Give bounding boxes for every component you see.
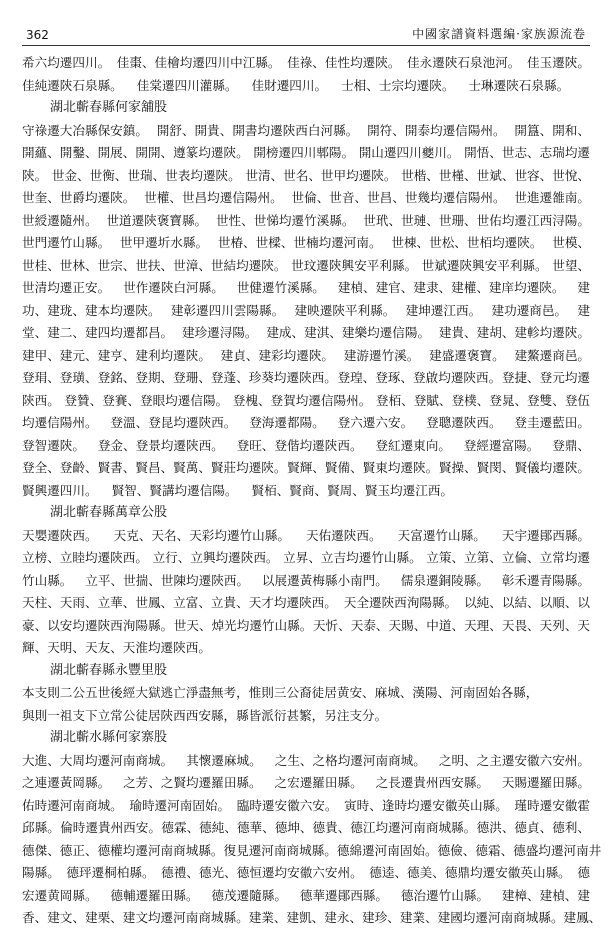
- migration-entry: 之生、之格均遷河南商城。: [274, 752, 426, 768]
- text-line: [22, 120, 590, 143]
- migration-entry: 賢操、賢閔、賢儀均遷陝。: [438, 460, 590, 475]
- migration-entry: 世道遷陝褒寶縣。: [106, 212, 208, 228]
- migration-entry: 瑾時遷安徽霍: [514, 797, 590, 813]
- text-line: [22, 322, 590, 345]
- migration-entry: 本支則二公五世後經大獄逃亡淨盡無考，惟則三公裔徒居黄安、麻城、漢陽、河南固始各縣，: [22, 685, 539, 700]
- migration-entry: 世權、世昌均遷信陽州。: [144, 190, 283, 205]
- migration-entry: 彰禾遷青陽縣。: [501, 572, 590, 588]
- migration-entry: 天富遷竹山縣。: [397, 527, 486, 543]
- document-page: [22, 18, 602, 925]
- text-line: [22, 300, 590, 323]
- migration-entry: 士相、士宗均遷陝。: [341, 77, 455, 93]
- migration-entry: 建樟、建楨、建: [501, 887, 590, 903]
- migration-entry: 瑜時遷河南固始。: [129, 797, 231, 813]
- text-line: [22, 885, 590, 908]
- migration-entry: 世性、世悌均遷竹溪縣。: [215, 212, 355, 228]
- migration-entry: 登圭遷藍田。: [514, 415, 590, 430]
- migration-entry: 登捷、登元均遷: [501, 370, 590, 385]
- migration-entry: 開簋、開和、: [514, 122, 590, 138]
- migration-entry: 德霖、德純、德華、德坤、德貴、德江均遷河南商城縣。: [161, 820, 477, 835]
- migration-entry: 之連遷黃岡縣。: [22, 775, 111, 790]
- text-line: [22, 345, 590, 368]
- migration-entry: 立昇、立吉均遷竹山縣。: [283, 550, 422, 565]
- migration-entry: 世倫、世音、世昌、世幾均遷信陽州。: [291, 190, 506, 205]
- migration-entry: 世清均遷正安。: [22, 280, 111, 295]
- migration-entry: 開山遷四川夔川。: [358, 145, 460, 160]
- migration-entry: 世模、: [552, 235, 590, 250]
- migration-entry: 登鼎、: [552, 437, 590, 453]
- section-heading: 湖北蘄春縣何家舖股: [50, 100, 168, 115]
- migration-entry: 登海遷都陽。: [249, 415, 325, 430]
- migration-entry: 陝西。: [22, 392, 60, 408]
- migration-entry: 登栢、登賦、登樸、登晁、登雙、登伍: [375, 392, 590, 408]
- migration-entry: 世金、世衡、世瑞、世表均遷陝。: [51, 167, 241, 183]
- migration-entry: 登紅遷東向。: [375, 437, 451, 453]
- migration-entry: 寅時、逢時均遷安徽英山縣。: [344, 797, 508, 813]
- migration-entry: 開悟、世志、志瑞均遷: [464, 145, 590, 160]
- migration-entry: 登金、登景均遷陝西。: [97, 437, 224, 453]
- text-line: [22, 570, 590, 593]
- text-line: [22, 705, 590, 728]
- migration-entry: 其懷遷麻城。: [186, 752, 262, 768]
- migration-entry: 佳永遷陝石泉池河。: [407, 55, 521, 70]
- text-line: [22, 907, 602, 930]
- migration-entry: 陝。: [22, 167, 48, 183]
- text-line: [22, 52, 590, 75]
- migration-entry: 德儉、德霜、德盛均遷河南井: [437, 842, 602, 858]
- migration-entry: 德傑、德正、德權均遷河南商城縣。: [22, 842, 224, 858]
- migration-entry: 登旺、登偕均遷陝西。: [236, 437, 363, 453]
- text-line: [22, 75, 590, 98]
- migration-entry: 登智遷陝。: [22, 437, 85, 453]
- migration-entry: 開舒、開貴、開書均遷陝西白河縣。: [156, 122, 359, 138]
- migration-entry: 世清、世名、世甲均遷陝。: [245, 167, 397, 183]
- migration-entry: 世望、: [552, 257, 590, 273]
- migration-entry: 建珍遷浔陽。: [181, 325, 258, 340]
- migration-entry: 世綬遷隨州。: [22, 212, 98, 228]
- migration-entry: 建映遷陝平利縣。: [294, 302, 396, 318]
- migration-entry: 建貴、建胡、建軫均遷陝。: [438, 325, 590, 340]
- migration-entry: 世楷、世槿、世斌、世容、世悅、: [401, 167, 590, 183]
- migration-entry: 天忻、天泰、天賜、中道、天理、天畏、天列、天: [312, 617, 590, 633]
- migration-entry: 世棟、世松、世栢均遷陝。: [391, 235, 543, 250]
- migration-entry: 建: [577, 302, 590, 318]
- text-line: [22, 412, 590, 435]
- text-line: [22, 682, 590, 705]
- migration-entry: 建游遷竹溪。: [343, 347, 420, 363]
- text-line: [22, 142, 590, 165]
- migration-entry: 竹山縣。: [22, 572, 73, 588]
- migration-entry: 登經遷富陽。: [463, 437, 540, 453]
- migration-entry: 世斌遷陝興安平利縣。: [421, 257, 548, 273]
- migration-entry: 德禮、德光、德恒遷均安徽六安州。: [161, 865, 363, 880]
- migration-entry: 建盛遷褒寶。: [429, 347, 505, 363]
- migration-entry: 倫時遷貴州西安。: [60, 820, 161, 835]
- migration-entry: 世門遷竹山縣。: [22, 235, 111, 250]
- migration-entry: 邱縣。: [22, 820, 60, 835]
- migration-entry: 開蘊、開鑿、開展、開開、遵篆均遷陝。: [22, 145, 249, 160]
- migration-entry: 堂、建二、建四均遷都昌。: [22, 325, 174, 340]
- text-line: [22, 840, 602, 863]
- migration-entry: 德輔遷羅田縣。: [110, 887, 199, 903]
- migration-entry: 之芳、之賢均遷羅田縣。: [123, 775, 262, 790]
- text-line: [22, 187, 590, 210]
- migration-entry: 建鰲遷商邑。: [514, 347, 590, 363]
- migration-entry: 建業、建凱、建永、建珍、建業、建國均遷河南商城縣。: [248, 910, 564, 925]
- text-line: [22, 390, 590, 413]
- text-line: [22, 750, 590, 773]
- migration-entry: 登全、登齡、賢書、賢昌、賢萬、賢莊均遷陝。: [22, 460, 287, 475]
- migration-entry: 世天、焯光均遷竹山縣。: [173, 617, 313, 633]
- migration-entry: 登溫、登昆均遷陝西。: [110, 415, 237, 430]
- text-line: [22, 367, 590, 390]
- migration-entry: 世玳、世璉、世珊、世佑均遷江西浔陽。: [363, 212, 590, 228]
- migration-entry: 登琄、登璜、登銘、登期、登珊、登蓬、珍葵均遷陝西。: [22, 370, 337, 385]
- migration-entry: 立平、世揣、世陳均遷陝西。: [85, 572, 249, 588]
- text-line: [22, 795, 590, 818]
- migration-entry: 登槐、登賀均遷信陽州。: [232, 392, 372, 408]
- migration-entry: 建成、建淇、建樂均遷信陽。: [266, 325, 431, 340]
- migration-entry: 建坤遷江西。: [405, 302, 482, 318]
- migration-entry: 德: [577, 865, 590, 880]
- migration-entry: 世奎、世爵均遷陝。: [22, 190, 136, 205]
- text-line: [22, 547, 590, 570]
- section-heading: 湖北蘄水縣何家寨股: [50, 730, 168, 745]
- migration-entry: 之長遷貴州西安縣。: [375, 775, 489, 790]
- migration-entry: 世作遷陝白河縣。: [123, 280, 224, 295]
- text-line: [22, 615, 590, 638]
- migration-entry: 天宇遷鄖西縣。: [501, 527, 590, 543]
- migration-entry: 立行、立興均遷陝西。: [152, 550, 279, 565]
- migration-entry: 儒泉遷銅陵縣。: [400, 572, 489, 588]
- migration-entry: 德茂遷隨縣。: [211, 887, 287, 903]
- text-line: [22, 435, 590, 458]
- migration-entry: 德玶遷桐柏縣。: [66, 865, 155, 880]
- migration-entry: 賢智、賢講均遷信陽。: [111, 482, 238, 498]
- migration-entry: 建鳳、: [563, 910, 602, 925]
- migration-entry: 佳棗、佳檜均遷四川中江縣。: [116, 55, 281, 70]
- migration-entry: 與則一祖支下立常公徒居陝西西安縣，縣皆派衍甚繁，另注支分。: [22, 707, 388, 723]
- migration-entry: 世椿、世樑、世楠均遷河南。: [217, 235, 382, 250]
- text-line: [22, 817, 590, 840]
- text-line: [22, 457, 590, 480]
- section-heading: 湖北蘄春縣永豐里股: [50, 662, 168, 678]
- migration-entry: 復見遷河南商城縣。: [223, 842, 337, 858]
- migration-entry: 世健遷竹溪縣。: [236, 280, 325, 295]
- migration-entry: 功、建珑、建本均遷陝。: [22, 302, 161, 318]
- migration-entry: 之宏遷羅田縣。: [274, 775, 363, 790]
- text-line: [22, 480, 590, 503]
- page-number: 362: [26, 28, 49, 42]
- migration-entry: 建: [577, 280, 590, 295]
- migration-entry: 均遷信陽州。: [22, 415, 98, 430]
- page-header: [22, 18, 590, 46]
- migration-entry: 世甲遷圻水縣。: [119, 235, 209, 250]
- migration-entry: 德華遷鄖西縣。: [299, 887, 388, 903]
- migration-entry: 佳財遷四川。: [251, 77, 328, 93]
- migration-entry: 大進、大周均遷河南商城。: [22, 752, 174, 768]
- migration-entry: 以展遷黃梅縣小南門。: [261, 572, 388, 588]
- migration-entry: 天全遷陝西洵陽縣。: [343, 595, 458, 610]
- migration-entry: 登瑝、登琢、登啟均遷陝西。: [337, 370, 502, 385]
- migration-entry: 德治遷竹山縣。: [400, 887, 489, 903]
- migration-entry: 開榜遷四川郫陽。: [253, 145, 355, 160]
- migration-entry: 陽縣。: [22, 865, 60, 880]
- migration-entry: 德綿遷河南固始。: [336, 842, 438, 858]
- migration-entry: 輝、天明、天友、天淮均遷陝西。: [22, 640, 211, 655]
- migration-entry: 德逵、德美、德鼎均遷安徽英山縣。: [369, 865, 571, 880]
- migration-entry: 守祿遷大冶縣保安鎮。: [22, 122, 148, 138]
- migration-entry: 士琳遷陝石泉縣。: [468, 77, 570, 93]
- migration-entry: 登六遷六安。: [337, 415, 414, 430]
- migration-entry: 宏遷黄岡縣。: [22, 887, 98, 903]
- running-title: 中國家譜資料選編·家族源流卷: [412, 27, 586, 41]
- migration-entry: 之明、之主遷安徽六安州。: [438, 752, 590, 768]
- migration-entry: 佳玉遷陝。: [527, 55, 590, 70]
- migration-entry: 佳棠遷四川灌縣。: [136, 77, 238, 93]
- migration-entry: 天賜遷羅田縣。: [501, 775, 590, 790]
- migration-entry: 天柱、天雨、立華、世鳳、立富、立貴、天才均遷陝西。: [22, 595, 337, 610]
- migration-entry: 天嬰遷陝西。: [22, 527, 98, 543]
- migration-entry: 世玟遷陝興安平利縣。: [291, 257, 418, 273]
- migration-entry: 建甲、建元、建亨、建利均遷陝。: [22, 347, 211, 363]
- migration-entry: 建楨、建官、建隶、建權、建庠均遷陝。: [337, 280, 565, 295]
- migration-entry: 豪、以安均遷陝西洵陽縣。: [22, 617, 174, 633]
- text-line: [22, 637, 590, 660]
- migration-entry: 登聰遷陝西。: [426, 415, 502, 430]
- migration-entry: 立榜、立睦均遷陝西。: [22, 550, 148, 565]
- text-line: [22, 232, 590, 255]
- migration-entry: 佑時遷河南商城。: [22, 797, 123, 813]
- migration-entry: 希六均遷四川。: [22, 55, 111, 70]
- text-line: [22, 277, 590, 300]
- migration-entry: 世進遷雒南。: [514, 190, 590, 205]
- migration-entry: 佳純遷陝石泉縣。: [22, 77, 123, 93]
- migration-entry: 賢興遷四川。: [22, 482, 98, 498]
- migration-entry: 開符、開泰均遷信陽州。: [367, 122, 506, 138]
- migration-entry: 賢栢、賢商、賢周、賢玉均遷江西。: [251, 482, 453, 498]
- migration-entry: 天佑遷陝西。: [306, 527, 382, 543]
- migration-entry: 臨時遷安徽六安。: [236, 797, 338, 813]
- migration-entry: 世桂、世林、世宗、世扶、世漳、世結均遷陝。: [22, 257, 287, 273]
- text-line: [22, 210, 590, 233]
- migration-entry: 賢輝、賢備、賢東均遷陝。: [287, 460, 439, 475]
- text-line: [22, 772, 590, 795]
- migration-entry: 天克、天名、天彩均遷竹山縣。: [113, 527, 290, 543]
- text-line: [22, 255, 590, 278]
- migration-entry: 建貞、建彩均遷陝。: [220, 347, 335, 363]
- text-line: [22, 165, 590, 188]
- migration-entry: 建彰遷四川雲陽縣。: [170, 302, 285, 318]
- migration-entry: 建功遷商邑。: [491, 302, 568, 318]
- page-body: [22, 46, 602, 930]
- migration-entry: 佳祿、佳性均遷陝。: [287, 55, 401, 70]
- text-line: [22, 525, 590, 548]
- migration-entry: 香、建文、建栗、建文均遷河南商城縣。: [22, 910, 249, 925]
- text-line: [22, 862, 590, 885]
- text-line: [22, 592, 590, 615]
- migration-entry: 以純、以結、以順、以: [464, 595, 590, 610]
- section-heading: 湖北蘄春縣萬章公股: [50, 505, 168, 520]
- migration-entry: 立策、立第、立倫、立常均遷: [426, 550, 590, 565]
- migration-entry: 德洪、德貞、德利、: [476, 820, 590, 835]
- migration-entry: 登贊、登賽、登眼均遷信陽。: [64, 392, 229, 408]
